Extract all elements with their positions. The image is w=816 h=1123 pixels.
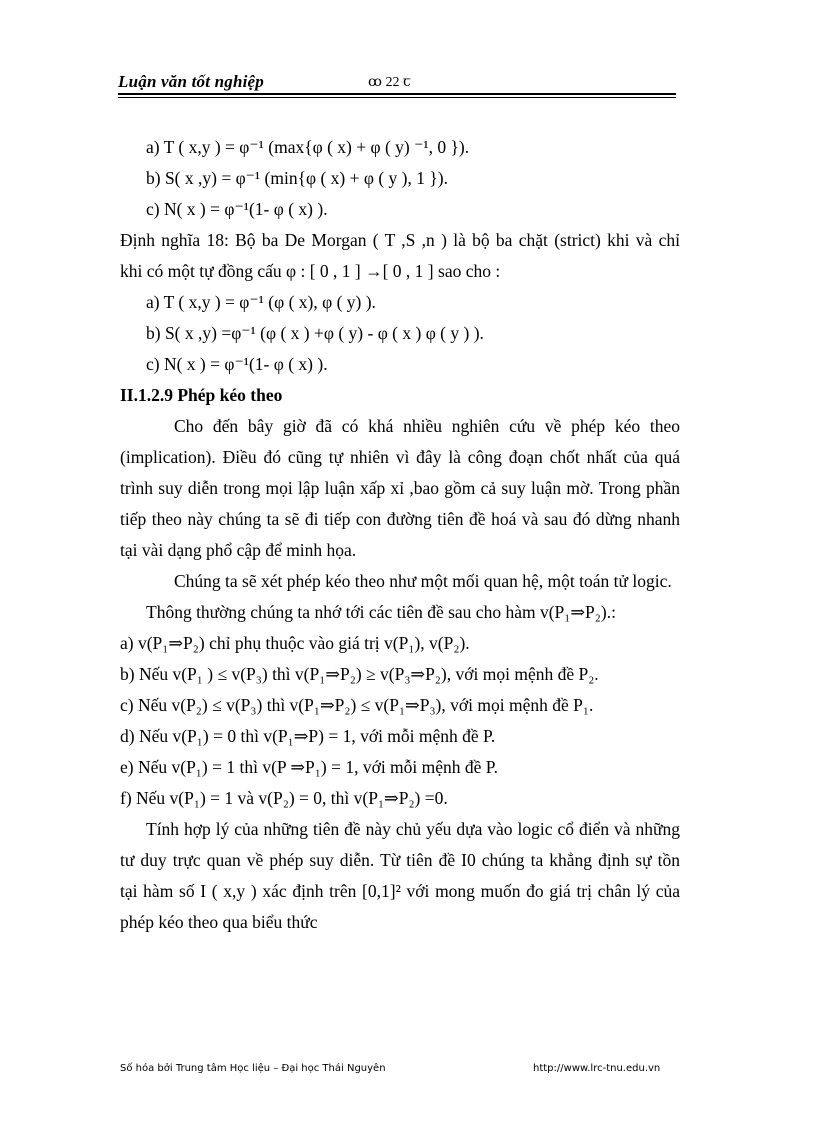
formula-line: c) N( x ) = φ⁻¹(1- φ ( x) ). <box>146 354 328 374</box>
paragraph-line: tại hàm số I ( x,y ) xác định trên [0,1]² với mong muốn đo giá trị chân lý của <box>120 881 680 901</box>
paragraph-line: (implication). Điều đó cũng tự nhiên vì đây là công đoạn chốt nhất của quá <box>120 447 680 467</box>
header-rule <box>118 93 676 95</box>
paragraph-line: tiếp theo này chúng ta sẽ đi tiếp con đường tiên đề hoá và sau đó dừng nhanh <box>120 509 680 529</box>
axiom-line: c) Nếu v(P₂) ≤ v(P₃) thì v(P₁⇒P₂) ≤ v(P₁⇒P₃), với mọi mệnh đề P₁. <box>120 695 594 715</box>
page-header <box>118 72 676 94</box>
formula-line: b) S( x ,y) = φ⁻¹ (min{φ ( x) + φ ( y ), 1 }). <box>146 168 448 188</box>
paragraph-line: phép kéo theo qua biểu thức <box>120 912 318 932</box>
formula-line: b) S( x ,y) =φ⁻¹ (φ ( x ) +φ ( y) - φ ( x ) φ ( y ) ). <box>146 323 484 343</box>
section-heading: II.1.2.9 Phép kéo theo <box>120 385 283 405</box>
footer-source: Số hóa bởi Trung tâm Học liệu – Đại học Thái Nguyên <box>120 1063 386 1074</box>
axiom-line: e) Nếu v(P₁) = 1 thì v(P ⇒P₁) = 1, với mỗi mệnh đề P. <box>120 757 498 777</box>
paragraph-line: Cho đến bây giờ đã có khá nhiều nghiên cứu về phép kéo theo <box>174 416 680 436</box>
axiom-line: d) Nếu v(P₁) = 0 thì v(P₁⇒P) = 1, với mỗi mệnh đề P. <box>120 726 496 746</box>
formula-line: a) T ( x,y ) = φ⁻¹ (φ ( x), φ ( y) ). <box>146 292 376 312</box>
header-title: Luận văn tốt nghiệp <box>118 72 264 91</box>
formula-line: c) N( x ) = φ⁻¹(1- φ ( x) ). <box>146 199 328 219</box>
page-body <box>120 132 680 938</box>
axiom-line: b) Nếu v(P₁ ) ≤ v(P₃) thì v(P₁⇒P₂) ≥ v(P₃⇒P₂), với mọi mệnh đề P₂. <box>120 664 599 684</box>
formula-line: a) T ( x,y ) = φ⁻¹ (max{φ ( x) + φ ( y) ⁻¹, 0 }). <box>146 137 470 157</box>
paragraph-line: trình suy diễn trong mọi lập luận xấp xỉ ,bao gồm cả suy luận mờ. Trong phần <box>120 478 680 498</box>
definition-line: Định nghĩa 18: Bộ ba De Morgan ( T ,S ,n ) là bộ ba chặt (strict) khi và chỉ <box>120 230 680 250</box>
paragraph-line: tư duy trực quan về phép suy diễn. Từ tiên đề I0 chúng ta khẳng định sự tồn <box>120 850 680 870</box>
text-line: khi có một tự đồng cấu φ : [ 0 , 1 ] →[ 0 , 1 ] sao cho : <box>120 261 501 281</box>
paragraph-line: Thông thường chúng ta nhớ tới các tiên đề sau cho hàm v(P₁⇒P₂).: <box>146 602 616 622</box>
footer-url: http://www.lrc-tnu.edu.vn <box>533 1063 661 1074</box>
paragraph-line: Chúng ta sẽ xét phép kéo theo như một mối quan hệ, một toán tử logic. <box>174 571 672 591</box>
paragraph-line: Tính hợp lý của những tiên đề này chủ yếu dựa vào logic cổ điển và những <box>146 819 680 839</box>
header-rule-thin <box>118 97 676 98</box>
page-number: ꝏ 22 ꞇ <box>368 75 411 90</box>
paragraph-line: tại vài dạng phổ cập để minh họa. <box>120 540 357 560</box>
axiom-line: a) v(P₁⇒P₂) chỉ phụ thuộc vào giá trị v(P₁), v(P₂). <box>120 633 470 653</box>
axiom-line: f) Nếu v(P₁) = 1 và v(P₂) = 0, thì v(P₁⇒P₂) =0. <box>120 788 448 808</box>
